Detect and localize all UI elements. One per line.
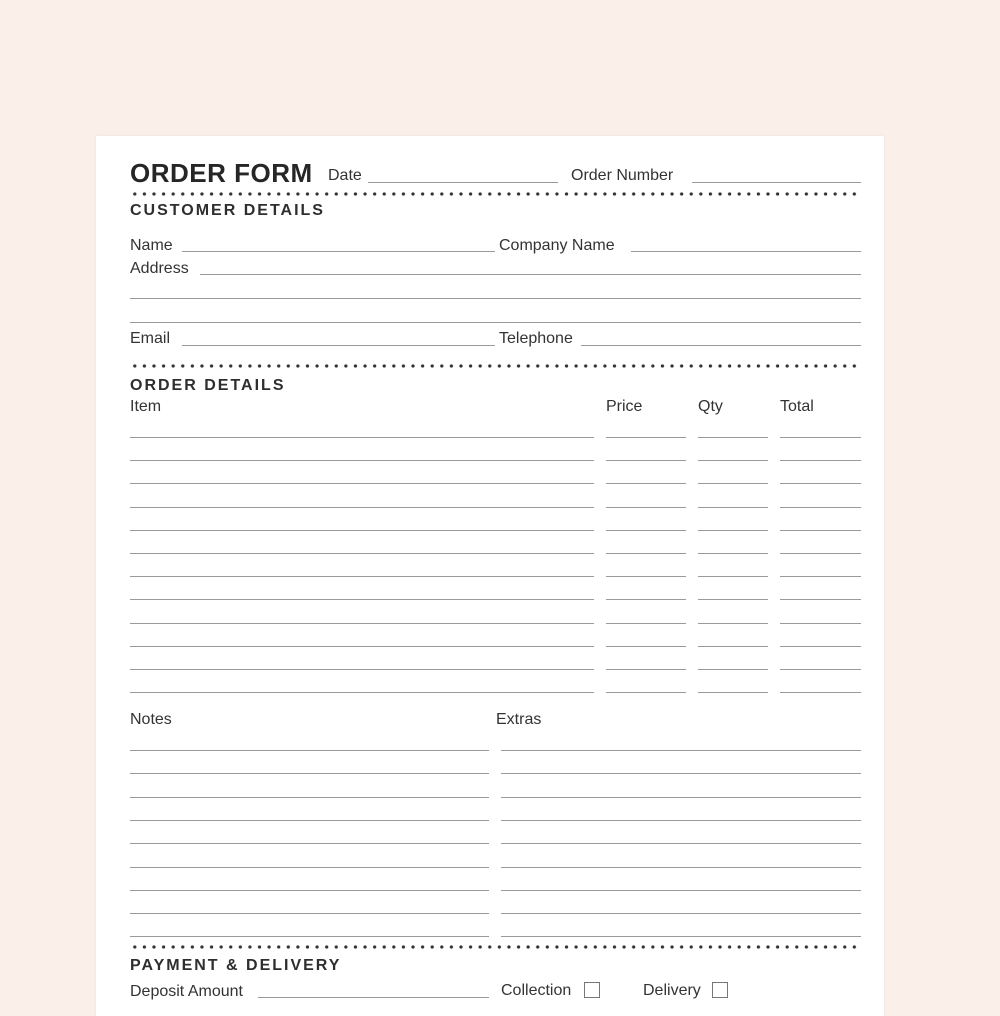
item-cell[interactable] (130, 507, 594, 508)
address-field-line-1[interactable] (200, 274, 861, 275)
date-label: Date (328, 167, 362, 184)
price-cell[interactable] (606, 599, 686, 600)
item-cell[interactable] (130, 646, 594, 647)
item-cell[interactable] (130, 599, 594, 600)
total-cell[interactable] (780, 530, 861, 531)
payment-delivery-heading: PAYMENT & DELIVERY (130, 957, 342, 974)
qty-cell[interactable] (698, 507, 768, 508)
total-cell[interactable] (780, 437, 861, 438)
total-cell[interactable] (780, 692, 861, 693)
deposit-amount-label: Deposit Amount (130, 983, 243, 1000)
order-details-heading: ORDER DETAILS (130, 377, 286, 394)
notes-line[interactable] (130, 843, 489, 844)
extras-line[interactable] (501, 773, 861, 774)
item-cell[interactable] (130, 437, 594, 438)
total-cell[interactable] (780, 646, 861, 647)
dotted-divider (130, 945, 861, 949)
email-label: Email (130, 330, 171, 347)
item-cell[interactable] (130, 553, 594, 554)
price-cell[interactable] (606, 437, 686, 438)
notes-label: Notes (130, 711, 172, 728)
item-cell[interactable] (130, 483, 594, 484)
item-cell[interactable] (130, 669, 594, 670)
extras-line[interactable] (501, 843, 861, 844)
price-column-header: Price (606, 398, 643, 415)
qty-column-header: Qty (698, 398, 723, 415)
qty-cell[interactable] (698, 460, 768, 461)
extras-line[interactable] (501, 890, 861, 891)
notes-line[interactable] (130, 867, 489, 868)
notes-line[interactable] (130, 797, 489, 798)
form-title: ORDER FORM (130, 158, 313, 188)
extras-line[interactable] (501, 913, 861, 914)
item-cell[interactable] (130, 460, 594, 461)
total-cell[interactable] (780, 460, 861, 461)
notes-line[interactable] (130, 820, 489, 821)
price-cell[interactable] (606, 553, 686, 554)
order-number-label: Order Number (571, 167, 674, 184)
qty-cell[interactable] (698, 483, 768, 484)
deposit-amount-field[interactable] (258, 997, 489, 998)
collection-checkbox[interactable] (584, 982, 600, 998)
total-cell[interactable] (780, 576, 861, 577)
dotted-divider (130, 192, 861, 196)
price-cell[interactable] (606, 623, 686, 624)
notes-line[interactable] (130, 936, 489, 937)
qty-cell[interactable] (698, 599, 768, 600)
extras-line[interactable] (501, 820, 861, 821)
extras-line[interactable] (501, 867, 861, 868)
price-cell[interactable] (606, 507, 686, 508)
extras-label: Extras (496, 711, 542, 728)
qty-cell[interactable] (698, 646, 768, 647)
total-cell[interactable] (780, 669, 861, 670)
price-cell[interactable] (606, 646, 686, 647)
address-field-line-2[interactable] (130, 298, 861, 299)
price-cell[interactable] (606, 669, 686, 670)
customer-details-heading: CUSTOMER DETAILS (130, 202, 325, 219)
total-cell[interactable] (780, 599, 861, 600)
total-cell[interactable] (780, 553, 861, 554)
name-field[interactable] (182, 251, 495, 252)
total-column-header: Total (780, 398, 814, 415)
extras-line[interactable] (501, 936, 861, 937)
qty-cell[interactable] (698, 553, 768, 554)
qty-cell[interactable] (698, 692, 768, 693)
company-name-label: Company Name (499, 237, 615, 254)
extras-line[interactable] (501, 750, 861, 751)
telephone-label: Telephone (499, 330, 573, 347)
qty-cell[interactable] (698, 623, 768, 624)
notes-line[interactable] (130, 890, 489, 891)
company-name-field[interactable] (631, 251, 861, 252)
extras-line[interactable] (501, 797, 861, 798)
item-cell[interactable] (130, 692, 594, 693)
total-cell[interactable] (780, 483, 861, 484)
qty-cell[interactable] (698, 530, 768, 531)
total-cell[interactable] (780, 623, 861, 624)
price-cell[interactable] (606, 460, 686, 461)
qty-cell[interactable] (698, 669, 768, 670)
price-cell[interactable] (606, 483, 686, 484)
notes-line[interactable] (130, 773, 489, 774)
price-cell[interactable] (606, 692, 686, 693)
notes-line[interactable] (130, 913, 489, 914)
qty-cell[interactable] (698, 437, 768, 438)
price-cell[interactable] (606, 576, 686, 577)
name-label: Name (130, 237, 173, 254)
date-field[interactable] (368, 182, 558, 183)
item-column-header: Item (130, 398, 162, 415)
address-label: Address (130, 260, 189, 277)
delivery-checkbox[interactable] (712, 982, 728, 998)
delivery-label: Delivery (643, 982, 701, 999)
price-cell[interactable] (606, 530, 686, 531)
collection-label: Collection (501, 982, 572, 999)
email-field[interactable] (182, 345, 495, 346)
item-cell[interactable] (130, 576, 594, 577)
telephone-field[interactable] (581, 345, 861, 346)
total-cell[interactable] (780, 507, 861, 508)
item-cell[interactable] (130, 623, 594, 624)
qty-cell[interactable] (698, 576, 768, 577)
order-form-sheet (96, 136, 884, 1016)
dotted-divider (130, 364, 861, 368)
item-cell[interactable] (130, 530, 594, 531)
order-number-field[interactable] (692, 182, 861, 183)
address-field-line-3[interactable] (130, 322, 861, 323)
notes-line[interactable] (130, 750, 489, 751)
